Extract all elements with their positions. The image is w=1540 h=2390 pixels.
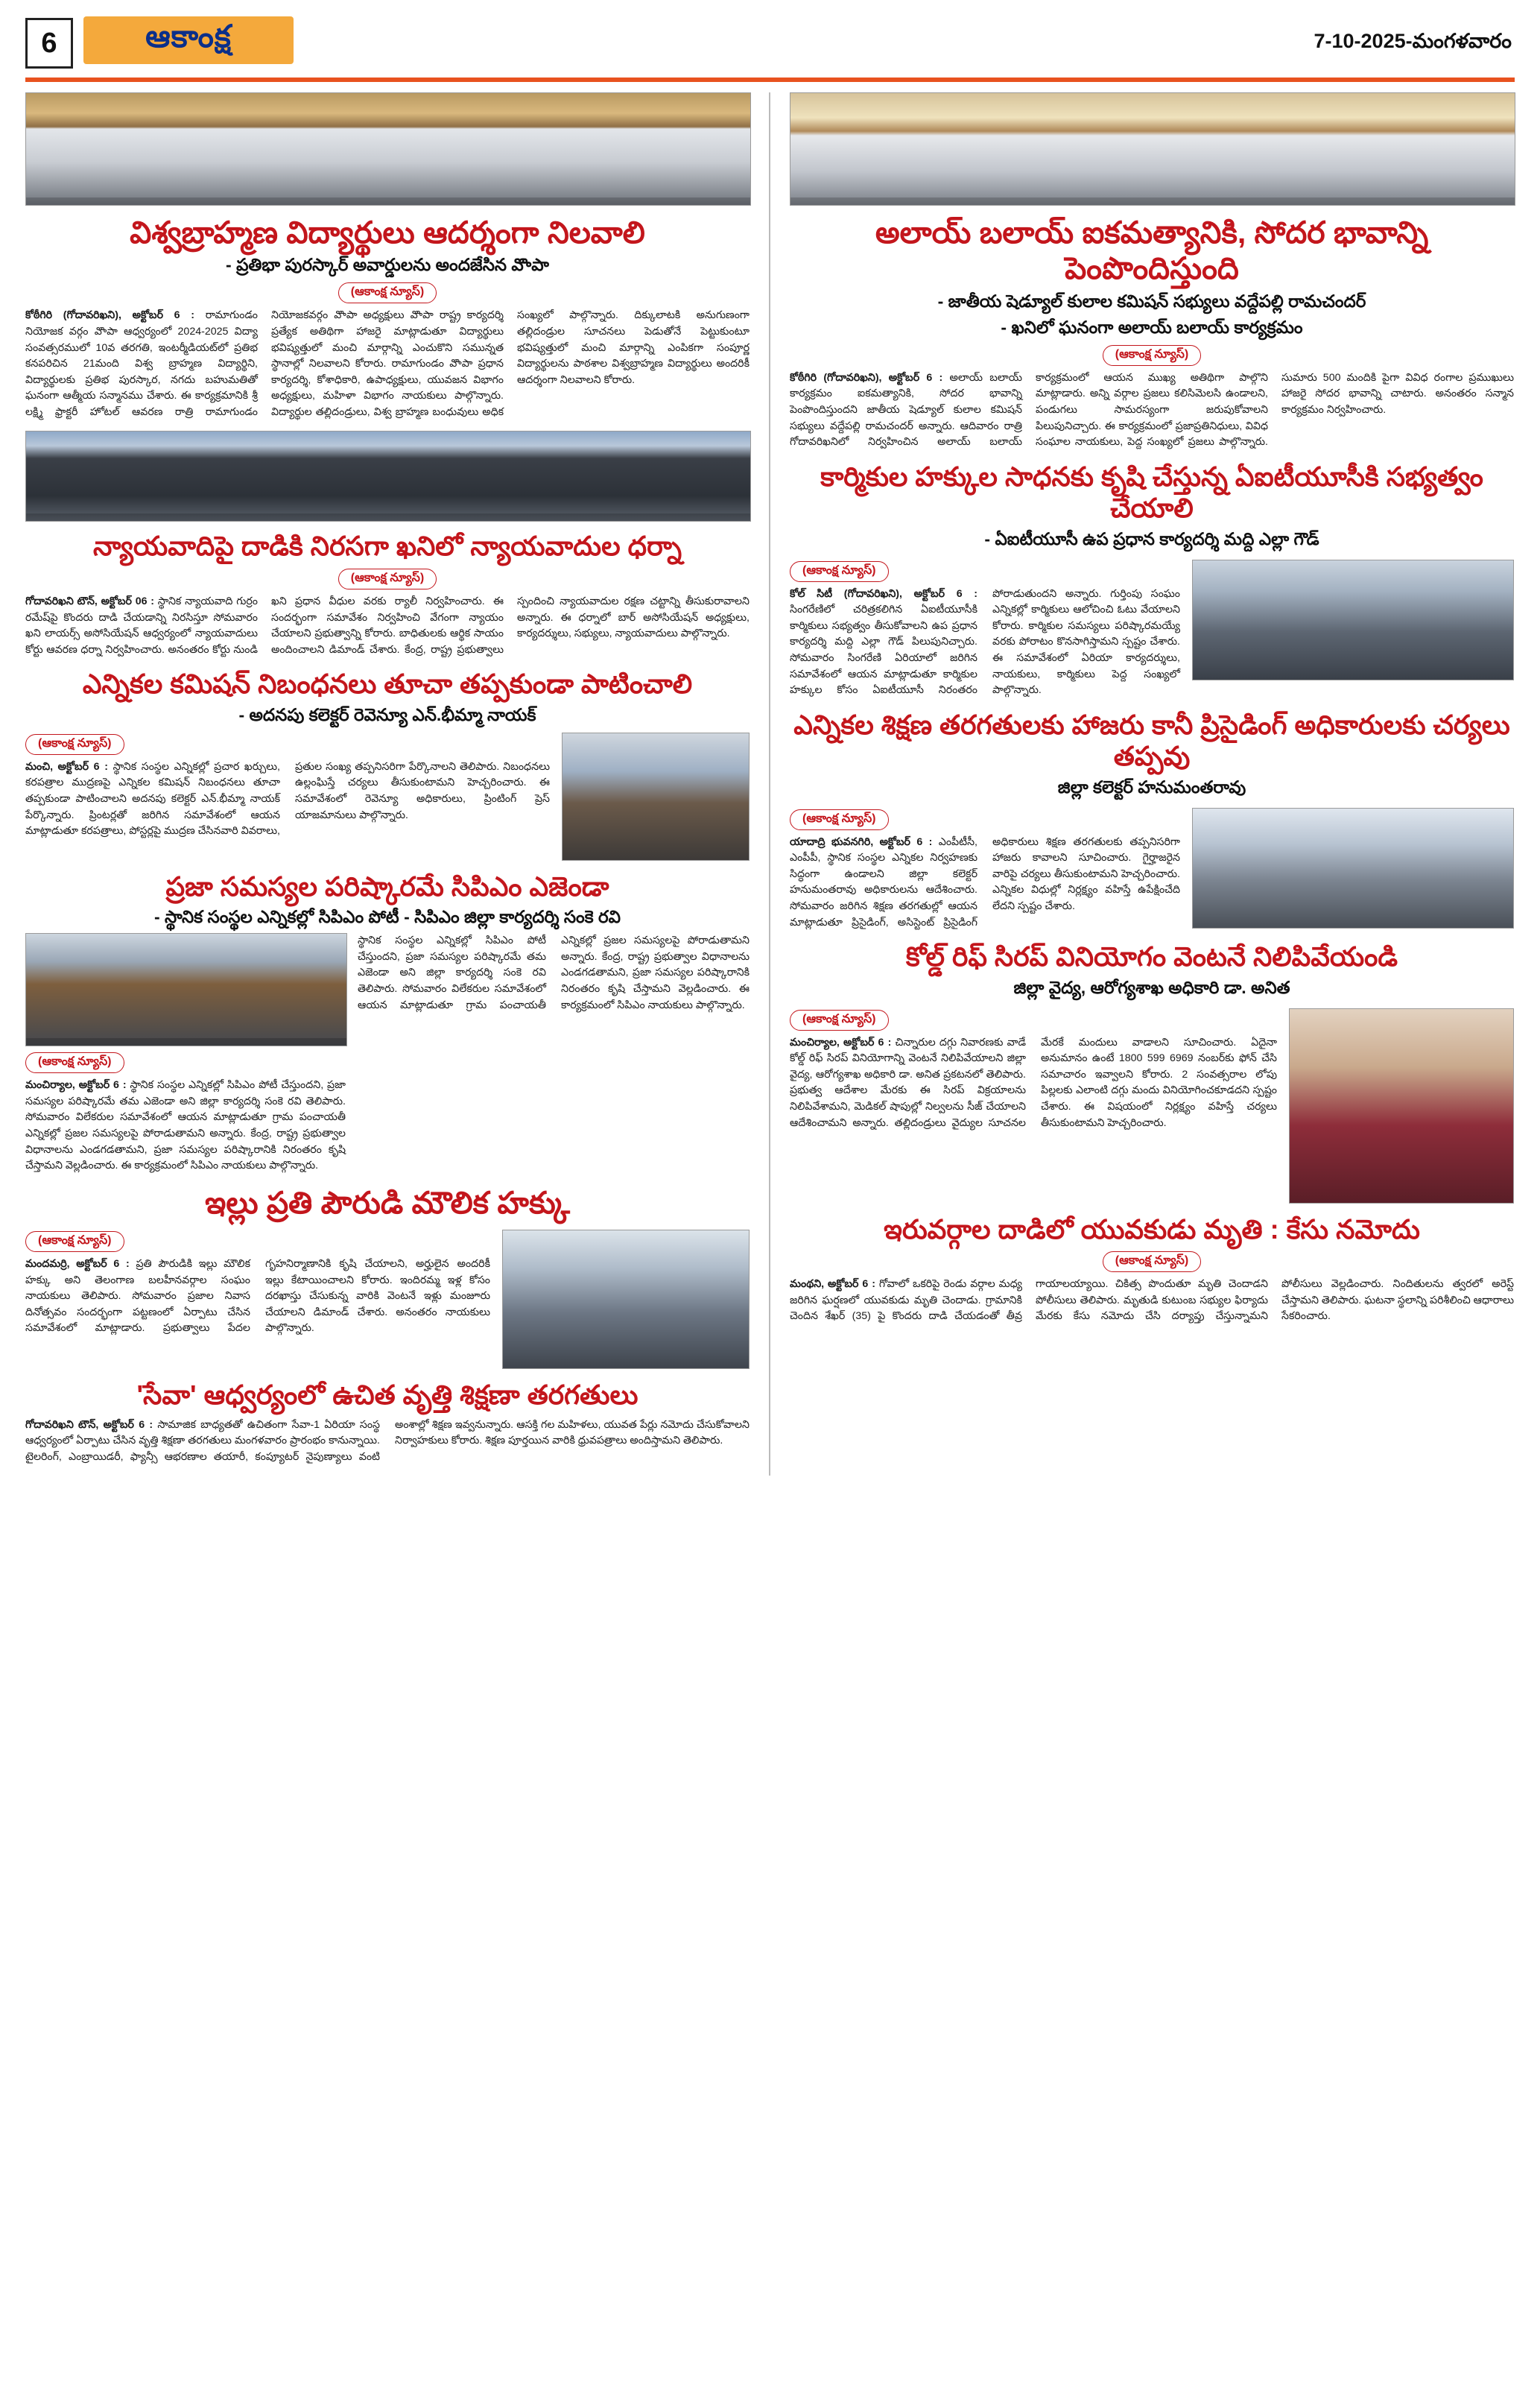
news-credit-label: (ఆకాంక్ష న్యూస్) [25, 734, 124, 755]
article-body [25, 1078, 346, 1174]
page-number: 6 [25, 18, 73, 69]
news-credit-label: (ఆకాంక్ష న్యూస్) [790, 561, 889, 582]
article-dateline: మంథని, అక్టోబర్ 6 : [790, 1278, 875, 1291]
dmho-portrait-photo [1289, 1008, 1514, 1204]
article-advocates-protest [25, 431, 750, 658]
article-headline: అలాయ్ బలాయ్ ఐకమత్యానికి, సోదర భావాన్ని పెంపొందిస్తుంది [875, 215, 1429, 286]
news-credit [790, 1251, 1514, 1272]
cpm-press-meet-photo [25, 933, 347, 1046]
article-body [790, 370, 1514, 451]
news-credit [790, 561, 1180, 582]
advocates-protest-photo [25, 431, 751, 522]
collector-portrait-photo [562, 733, 750, 861]
article-body [790, 1277, 1514, 1325]
article-subhead-1: - జాతీయ షెడ్యూల్ కులాల కమిషన్ సభ్యులు వద్దేపల్లి రామచందర్ [937, 291, 1366, 311]
article-dateline: మందమర్రి, అక్టోబర్ 6 : [25, 1258, 130, 1271]
news-credit [790, 809, 1180, 830]
article-text: గోవాలో ఒకరిపై రెండు వర్గాల మధ్య జరిగిన ఘర్షణలో యువకుడు మృతి చెందాడు. గ్రామానికి చెందిన శేఖర్ (35) పై కొందరు దాడి చేయడంతో తీవ్ర గాయాలయ్యాయి. చికిత్స పొందుతూ మృతి చెందాడని పోలీసులు తెలిపారు. మృతుడి కుటుంబ సభ్యుల ఫిర్యాదు మేరకు కేసు నమోదు చేసి దర్యాప్తు చేస్తున్నామని పోలీసులు వెల్లడించారు. నిందితులను త్వరలో అరెస్ట్ చేస్తామని తెలిపారు. ఘటనా స్థలాన్ని పరిశీలించి ఆధారాలు సేకరించారు. [790, 1278, 1514, 1323]
article-body [25, 1417, 750, 1466]
article-aituc-membership [790, 461, 1514, 699]
article-headline: ఎన్నికల శిక్షణ తరగతులకు హాజరు కానీ ప్రిసైడింగ్ అధికారులకు చర్యలు తప్పవు [793, 709, 1510, 772]
article-headline: ఇల్లు ప్రతి పౌరుడి మౌలిక హక్కు [205, 1185, 570, 1220]
news-credit-label: (ఆకాంక్ష న్యూస్) [1103, 345, 1202, 366]
article-subhead: జిల్లా కలెక్టర్ హనుమంతరావు [1057, 777, 1246, 797]
news-credit [25, 734, 550, 755]
article-subhead: - అదనపు కలెక్టర్ రెవెన్యూ ఎన్.భీమ్మా నాయక్ [238, 704, 536, 724]
article-vishwabrahmana-students [25, 92, 750, 420]
article-text: చిన్నారుల దగ్గు నివారణకు వాడే కోల్డ్ రిఫ్ సిరప్ వినియోగాన్ని వెంటనే నిలిపివేయాలని జిల్లా వైద్య, ఆరోగ్యశాఖ అధికారి డా. అనిత ప్రకటనలో తెలిపారు. ప్రభుత్వ ఆదేశాల మేరకు ఈ సిరప్ విక్రయాలను నిలిపివేశామని, మెడికల్ షాపుల్లో నిల్వలను సీజ్ చేయాలని ఆదేశించామని అన్నారు. తల్లిదండ్రులు వైద్యుల సూచనల మేరకే మందులు వాడాలని సూచించారు. ఏదైనా అనుమానం ఉంటే 1800 599 6969 నంబర్‌కు ఫోన్ చేసి సమాచారం ఇవ్వాలని కోరారు. 2 సంవత్సరాల లోపు పిల్లలకు ఎలాంటి దగ్గు మందు వినియోగించకూడదని స్పష్టం చేశారు. ఈ విషయంలో నిర్లక్ష్యం వహిస్తే చర్యలు తీసుకుంటామని హెచ్చరించారు. [790, 1036, 1277, 1129]
news-credit [25, 282, 750, 303]
article-headline: కోల్డ్ రిఫ్ సిరప్ వినియోగం వెంటనే నిలిపివేయండి [905, 941, 1398, 973]
article-youth-death-case [790, 1214, 1514, 1325]
news-credit [790, 1010, 1277, 1031]
article-text: సింగరేణిలో చరిత్రకలిగిన ఏఐటీయూసీకి కార్మికులు సభ్యత్వం తీసుకోవాలని ఉప ప్రధాన కార్యదర్శి మద్ది ఎల్లా గౌడ్ పిలుపునిచ్చారు. సోమవారం సింగరేణి ఏరియాలో జరిగిన సమావేశంలో ఆయన మాట్లాడుతూ కార్మికుల హక్కుల కోసం ఏఐటీయూసీ నిరంతరం పోరాడుతుందని అన్నారు. గుర్తింపు సంఘం ఎన్నికల్లో కార్మికులు ఆలోచించి ఓటు వేయాలని కోరారు. కార్మికుల సమస్యలు పరిష్కారమయ్యే వరకు పోరాటం కొనసాగిస్తామని స్పష్టం చేశారు. ఈ సమావేశంలో ఏరియా కార్యదర్శులు, నాయకులు, కార్మికులు పెద్ద సంఖ్యలో పాల్గొన్నారు. [790, 587, 1180, 697]
article-dateline: మంచిర్యాల, అక్టోబర్ 6 : [25, 1079, 127, 1092]
article-dateline: గోదావరిఖని టౌన్, అక్టోబర్ 6 : [25, 1418, 153, 1431]
article-text: ప్రతి పౌరుడికి ఇల్లు మౌలిక హక్కు అని తెలంగాణ బలహీనవర్గాల సంఘం నాయకులు తెలిపారు. సోమవారం ప్రజాల నివాస దినోత్సవం సందర్భంగా పట్టణంలో ఏర్పాటు చేసిన సమావేశంలో మాట్లాడారు. ప్రభుత్వాలు పేదల గృహనిర్మాణానికి కృషి చేయాలని, అర్హులైన అందరికీ ఇల్లు కేటాయించాలని కోరారు. ఇందిరమ్మ ఇళ్ల కోసం దరఖాస్తు చేసుకున్న వారికి వెంటనే ఇళ్లు మంజూరు చేయాలని డిమాండ్ చేశారు. అనంతరం నాయకులు పాల్గొన్నారు. [25, 1258, 490, 1335]
article-body [25, 759, 550, 840]
news-credit-label: (ఆకాంక్ష న్యూస్) [790, 1010, 889, 1031]
newspaper-page [0, 13, 1540, 2390]
article-dateline: కోఠీగిరి (గోదావరిఖని), అక్టోబర్ 6 : [790, 371, 943, 384]
article-house-basic-right [25, 1185, 750, 1369]
article-body [25, 308, 750, 420]
article-subhead: - ఏఐటీయూసీ ఉప ప్రధాన కార్యదర్శి మద్ది ఎల్లా గౌడ్ [984, 528, 1319, 549]
article-cold-rif-syrup [790, 941, 1514, 1204]
training-class-photo [1192, 808, 1514, 929]
right-column [790, 92, 1514, 1476]
article-text: స్థానిక సంస్థల ఎన్నికల్లో సిపిఎం పోటీ చేస్తుందని, ప్రజా సమస్యల పరిష్కారమే తమ ఎజెండా అని జిల్లా కార్యదర్శి సంకె రవి తెలిపారు. సోమవారం విలేకరుల సమావేశంలో ఆయన మాట్లాడుతూ గ్రామ పంచాయతీ ఎన్నికల్లో ప్రజల సమస్యలపై పోరాడుతామని అన్నారు. కేంద్ర, రాష్ట్ర ప్రభుత్వాల విధానాలను ఎండగడతామని, ప్రజా సమస్యల పరిష్కారానికి నిరంతరం కృషి చేస్తామని వెల్లడించారు. ఈ కార్యక్రమంలో సిపిఎం నాయకులు పాల్గొన్నారు. [25, 1079, 346, 1172]
article-presiding-officers-training [790, 709, 1514, 931]
article-body [790, 587, 1180, 699]
article-headline: ఇరువర్గాల దాడిలో యువకుడు మృతి : కేసు నమోదు [884, 1213, 1420, 1245]
publication-logo-text: ఆకాంక్ష [145, 18, 232, 54]
article-body [790, 1035, 1277, 1131]
article-text: స్థానిక సంస్థల ఎన్నికల్లో ప్రచార ఖర్చులు, కరపత్రాల ముద్రణపై ఎన్నికల కమిషన్ నిబంధనలు తూచా తప్పకుండా పాటించాలని అదనపు కలెక్టర్ ఎన్.భీమ్మా నాయక్ పేర్కొన్నారు. ప్రింటర్లతో జరిగిన సమావేశంలో ఆయన మాట్లాడుతూ కరపత్రాలు, పోస్టర్లపై ముద్రణ చేసినవారి వివరాలు, ప్రతుల సంఖ్య తప్పనిసరిగా పేర్కొనాలని తెలిపారు. నిబంధనలు ఉల్లంఘిస్తే చర్యలు తీసుకుంటామని హెచ్చరించారు. ఈ సమావేశంలో రెవెన్యూ అధికారులు, ప్రింటింగ్ ప్రెస్ యాజమానులు పాల్గొన్నారు. [25, 760, 550, 838]
news-credit-label: (ఆకాంక్ష న్యూస్) [1103, 1251, 1202, 1272]
article-headline: ఎన్నికల కమిషన్ నిబంధనలు తూచా తప్పకుండా పాటించాలి [82, 668, 693, 700]
aituc-workers-photo [1192, 560, 1514, 680]
article-dateline: కోల్ సిటీ (గోదావరిఖని), అక్టోబర్ 6 : [790, 587, 977, 600]
article-text: రామాగుండం నియోజక వర్గం వొాపా ఆధ్వర్యంలో 2024-2025 విద్యా సంవత్సరములో 10వ తరగతి, ఇంటర్మీడియట్‌లో ప్రతిభ కనపరిచిన 21మంది విశ్వ బ్రాహ్మణ విద్యార్థిని, విద్యార్థులకు ప్రతిభ పురస్కార, నగదు బహుమతితో ఘనంగా ఆత్మీయ సన్మానము చేశారు. ఈ కార్యక్రమానికి శ్రీ లక్ష్మి ఫ్రాక్టరీ హోటల్ ఆవరణ రాత్రి రామాగుండం నియోజకవర్గం వొాపా అధ్యక్షులు వొాపా రాష్ట్ర కార్యదర్శి ప్రత్యేక అతిథిగా హాజరై మాట్లాడుతూ విద్యార్థులు భవిష్యత్తులో మంచి మార్గాన్ని ఎంచుకొని సమున్నత స్థానాల్లో నిలవాలని కోరారు. రామాగుండం వొాపా ప్రధాన కార్యదర్శి, కోశాధికారి, ఉపాధ్యక్షులు, యువజన విభాగం అధ్యక్షులు, మహిళా విభాగం నాయకులు పాల్గొన్నారు. విద్యార్థుల తల్లిదండ్రులు, విశ్వ బ్రాహ్మణ బంధువులు అధిక సంఖ్యలో పాల్గొన్నారు. దిక్కులాటకి అనుగుణంగా తల్లిదండ్రుల సూచనలు పెడుతోనే పెట్టుకుంటూ భవిష్యత్తులో మంచి మార్గాన్ని ఎంపికగా సంపూర్ణ విద్యార్థులను పాఠశాల విశ్వబ్రాహ్మణ విద్యార్థులు అందరికీ ఆదర్శంగా నిలవాలని కోరారు. [25, 309, 750, 418]
article-text-tail: స్థానిక సంస్థల ఎన్నికల్లో సిపిఎం పోటీ చేస్తుందని, ప్రజా సమస్యల పరిష్కారమే తమ ఎజెండా అని జిల్లా కార్యదర్శి సంకె రవి తెలిపారు. సోమవారం విలేకరుల సమావేశంలో ఆయన మాట్లాడుతూ గ్రామ పంచాయతీ ఎన్నికల్లో ప్రజల సమస్యలపై పోరాడుతామని అన్నారు. కేంద్ర, రాష్ట్ర ప్రభుత్వాల విధానాలను ఎండగడతామని, ప్రజా సమస్యల పరిష్కారానికి నిరంతరం కృషి చేస్తామని వెల్లడించారు. ఈ కార్యక్రమంలో సిపిఎం నాయకులు పాల్గొన్నారు. [358, 935, 750, 1011]
article-dateline: గోదావరిఖని టౌన్, అక్టోబర్ 06 : [25, 595, 154, 607]
article-headline: విశ్వబ్రాహ్మణ విద్యార్థులు ఆదర్శంగా నిలవాలి [130, 215, 645, 250]
hall-felicitation-photo [25, 92, 751, 206]
house-rights-photo [502, 1230, 750, 1369]
article-subhead: - ప్రతిభా పురస్కార్ అవార్డులను అందజేసిన వొాపా [226, 255, 549, 275]
article-dateline: మంచిర్యాల, అక్టోబర్ 6 : [790, 1036, 892, 1049]
alai-balai-stage-photo [790, 92, 1515, 206]
page-body [25, 92, 1515, 1476]
publication-logo [83, 16, 294, 64]
article-election-commission-rules [25, 668, 750, 861]
article-dateline: కోఠీగిరి (గోదావరిఖని), అక్టోబర్ 6 : [25, 309, 194, 322]
article-headline: కార్మికుల హక్కుల సాధనకు కృషి చేస్తున్న ఏఐటీయూసీకి సభ్యత్వం చేయాలి [820, 461, 1483, 524]
news-credit [25, 569, 750, 589]
article-headline: ప్రజా సమస్యల పరిష్కారమే సిపిఎం ఎజెండా [165, 870, 609, 902]
news-credit [25, 1231, 490, 1252]
publication-date: 7-10-2025-మంగళవారం [1314, 30, 1512, 52]
news-credit [790, 345, 1514, 366]
article-text: సామాజిక బాధ్యతతో ఉచితంగా సేవా-1 ఏరియా సంస్థ ఆధ్వర్యంలో ఏర్పాటు చేసిన వృత్తి శిక్షణా తరగతులు మంగళవారం ప్రారంభం కానున్నాయి. టైలరింగ్, ఎంబ్రాయిడరీ, ఫ్యాన్సీ ఆభరణాల తయారీ, కంప్యూటర్ నైపుణ్యాలు వంటి అంశాల్లో శిక్షణ ఇవ్వనున్నారు. ఆసక్తి గల మహిళలు, యువత పేర్లు నమోదు చేసుకోవాలని నిర్వాహకులు కోరారు. శిక్షణ పూర్తయిన వారికి ధ్రువపత్రాలు అందిస్తామని తెలిపారు. [25, 1418, 750, 1463]
news-credit-label: (ఆకాంక్ష న్యూస్) [790, 809, 889, 830]
news-credit-label: (ఆకాంక్ష న్యూస్) [25, 1231, 124, 1252]
article-body-continued [358, 933, 750, 1174]
article-subhead: - స్థానిక సంస్థల ఎన్నికల్లో సిపిఎం పోటీ - సిపిఎం జిల్లా కార్యదర్శి సంకె రవి [153, 907, 621, 927]
article-dateline: యాదాద్రి భువనగిరి, అక్టోబర్ 6 : [790, 835, 933, 848]
article-text: అలాయ్ బలాయ్ కార్యక్రమం ఐకమత్యానికి, సోదర భావాన్ని పెంపొందిస్తుందని జాతీయ షెడ్యూల్ కులాల కమిషన్ సభ్యులు వద్దేపల్లి రామచందర్ అన్నారు. ఆదివారం రాత్రి గోదావరిఖనిలో నిర్వహించిన అలాయ్ బలాయ్ కార్యక్రమంలో ఆయన ముఖ్య అతిథిగా పాల్గొని మాట్లాడారు. అన్ని వర్గాల ప్రజలు కలిసిమెలసి ఉండాలని, పండుగలు సామరస్యంగా జరుపుకోవాలని పిలుపునిచ్చారు. ఈ కార్యక్రమంలో ప్రజాప్రతినిధులు, వివిధ సంఘాల నాయకులు, పెద్ద సంఖ్యలో ప్రజలు పాల్గొన్నారు. సుమారు 500 మందికి పైగా వివిధ రంగాల ప్రముఖులు హాజరై సోదర భావాన్ని చాటారు. అనంతరం సన్మాన కార్యక్రమం నిర్వహించారు. [790, 371, 1514, 449]
news-credit-label: (ఆకాంక్ష న్యూస్) [338, 282, 437, 303]
article-subhead-2: - ఖనిలో ఘనంగా అలాయ్ బలాయ్ కార్యక్రమం [1001, 317, 1303, 337]
news-credit [25, 1052, 346, 1073]
masthead [25, 13, 1515, 82]
article-alai-balai [790, 92, 1514, 451]
article-headline: న్యాయవాదిపై దాడికి నిరసగా ఖనిలో న్యాయవాదుల ధర్నా [93, 531, 682, 562]
article-seva-free-training [25, 1379, 750, 1465]
article-cpm-agenda [25, 871, 750, 1175]
left-column [25, 92, 750, 1476]
article-subhead: జిల్లా వైద్య, ఆరోగ్యశాఖ అధికారి డా. అనిత [1013, 977, 1290, 997]
article-text: ఎంపీటీసీ, ఎంపీపీ, స్థానిక సంస్థల ఎన్నికల నిర్వహణకు సిద్ధంగా ఉండాలని జిల్లా కలెక్టర్ హనుమంతరావు అధికారులను ఆదేశించారు. సోమవారం జరిగిన శిక్షణ తరగతుల్లో ఆయన మాట్లాడుతూ ప్రిసైడింగ్, అసిస్టెంట్ ప్రిసైడింగ్ అధికారులు శిక్షణ తరగతులకు తప్పనిసరిగా హాజరు కావాలని సూచించారు. గైర్హాజరైన వారిపై చర్యలు తీసుకుంటామని హెచ్చరించారు. ఎన్నికల విధుల్లో నిర్లక్ష్యం వహిస్తే ఉపేక్షించేది లేదని స్పష్టం చేశారు. [790, 835, 1180, 929]
article-dateline: మంచి, అక్టోబర్ 6 : [25, 760, 108, 773]
article-text: స్థానిక న్యాయవాది గుర్రం రమేష్‌పై కొందరు దాడి చేయడాన్ని నిరసిస్తూ సోమవారం ఖని లాయర్స్ అసోసియేషన్ ఆధ్వర్యంలో న్యాయవాదులు కోర్టు ఆవరణ ధర్నా నిర్వహించారు. అనంతరం కోర్టు నుండి ఖని ప్రధాన వీధుల వరకు ర్యాలీ నిర్వహించారు. ఈ సందర్భంగా సమావేశం నిర్వహించి వేగంగా న్యాయం చేయాలని ప్రభుత్వాన్ని కోరారు. బాధితులకు ఆర్థిక సాయం అందించాలని డిమాండ్ చేశారు. కేంద్ర, రాష్ట్ర ప్రభుత్వాలు స్పందించి న్యాయవాదుల రక్షణ చట్టాన్ని తీసుకురావాలని అన్నారు. ఈ ధర్నాలో బార్ అసోసియేషన్ అధ్యక్షులు, కార్యదర్శులు, సభ్యులు, న్యాయవాదులు పాల్గొన్నారు. [25, 595, 750, 656]
column-divider [769, 92, 770, 1476]
news-credit-label: (ఆకాంక్ష న్యూస్) [25, 1052, 124, 1073]
article-body [25, 594, 750, 658]
article-body [790, 835, 1180, 931]
article-body [25, 1256, 490, 1337]
news-credit-label: (ఆకాంక్ష న్యూస్) [338, 569, 437, 589]
article-headline: 'సేవా' ఆధ్వర్యంలో ఉచిత వృత్తి శిక్షణా తరగతులు [136, 1379, 639, 1411]
